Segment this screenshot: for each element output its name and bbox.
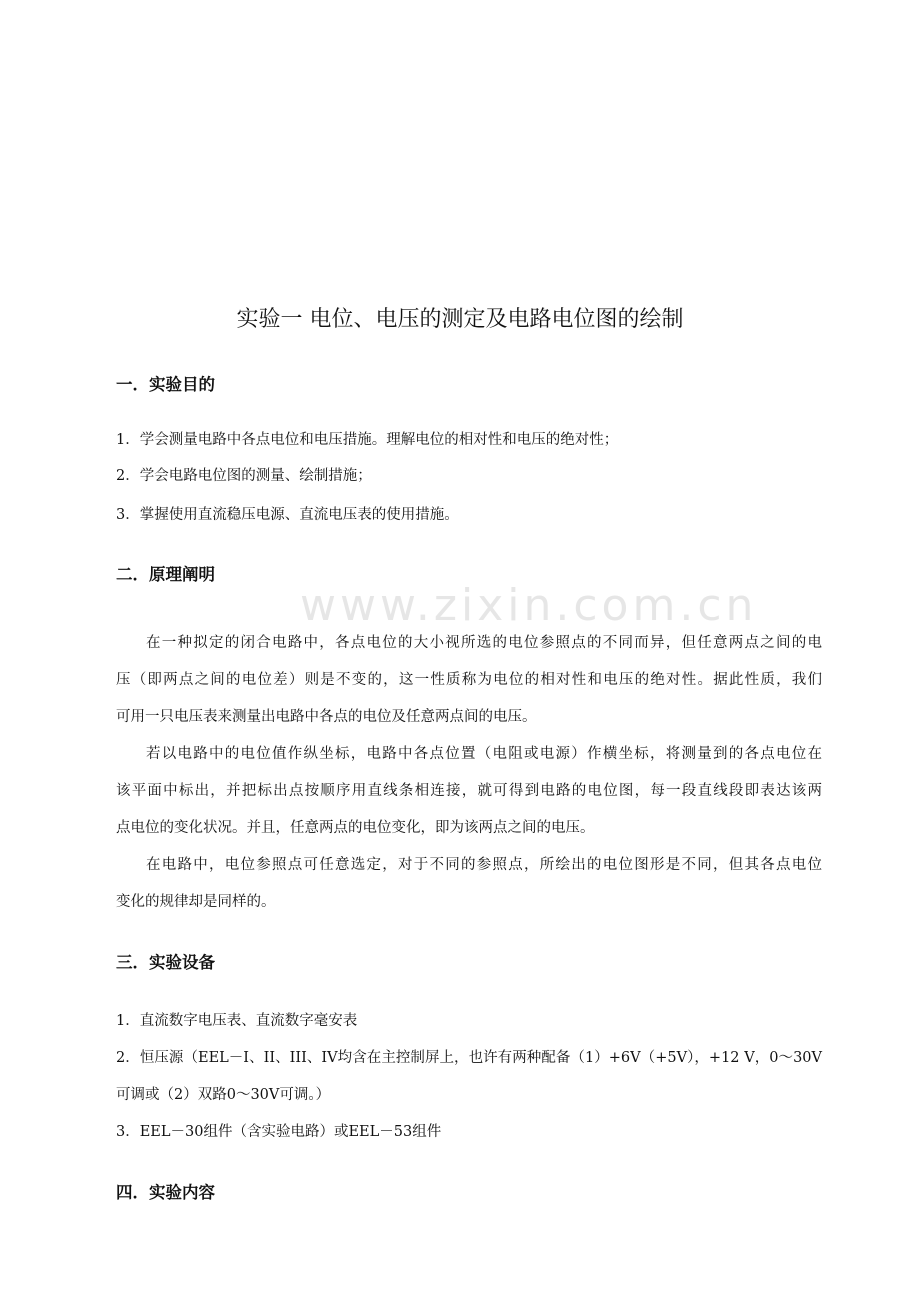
- paragraph-line: 若以电路中的电位值作纵坐标，电路中各点位置（电阻或电源）作横坐标，将测量到的各点电位在: [146, 746, 822, 762]
- section-heading-principle: 二．原理阐明: [116, 565, 215, 584]
- paragraph-line: 在一种拟定的闭合电路中，各点电位的大小视所选的电位参照点的不同而异，但任意两点之间的电: [146, 635, 822, 651]
- section-heading-equipment: 三．实验设备: [116, 953, 215, 972]
- paragraph-line: 在电路中，电位参照点可任意选定，对于不同的参照点，所绘出的电位图形是不同，但其各点电位: [146, 857, 822, 873]
- list-item: 1．直流数字电压表、直流数字毫安表: [116, 1013, 358, 1029]
- list-item: 1．学会测量电路中各点电位和电压措施。理解电位的相对性和电压的绝对性；: [116, 432, 619, 448]
- paragraph-line: 点电位的变化状况。并且，任意两点的电位变化，即为该两点之间的电压。: [116, 820, 595, 836]
- list-item: 3．掌握使用直流稳压电源、直流电压表的使用措施。: [116, 507, 459, 523]
- list-item: 2．学会电路电位图的测量、绘制措施；: [116, 468, 372, 484]
- paragraph-line: 压（即两点之间的电位差）则是不变的，这一性质称为电位的相对性和电压的绝对性。据此性质，我们: [116, 672, 822, 688]
- watermark: www.zixin.com.cn: [300, 580, 758, 631]
- list-item-continuation: 可调或（2）双路0～30V可调。）: [116, 1087, 331, 1103]
- section-heading-content: 四．实验内容: [116, 1183, 215, 1202]
- paragraph-line: 该平面中标出，并把标出点按顺序用直线条相连接，就可得到电路的电位图，每一段直线段即表达该两: [116, 783, 822, 799]
- paragraph-line: 可用一只电压表来测量出电路中各点的电位及任意两点间的电压。: [116, 709, 537, 725]
- paragraph-line: 变化的规律却是同样的。: [116, 894, 276, 910]
- page-title: 实验一 电位、电压的测定及电路电位图的绘制: [236, 307, 684, 332]
- list-item: 2．恒压源（EEL－I、II、III、IV均含在主控制屏上，也许有两种配备（1）+6V（+5V），+12 V，0～30V: [116, 1050, 822, 1066]
- list-item: 3．EEL－30组件（含实验电路）或EEL－53组件: [116, 1124, 442, 1140]
- section-heading-purpose: 一．实验目的: [116, 375, 215, 394]
